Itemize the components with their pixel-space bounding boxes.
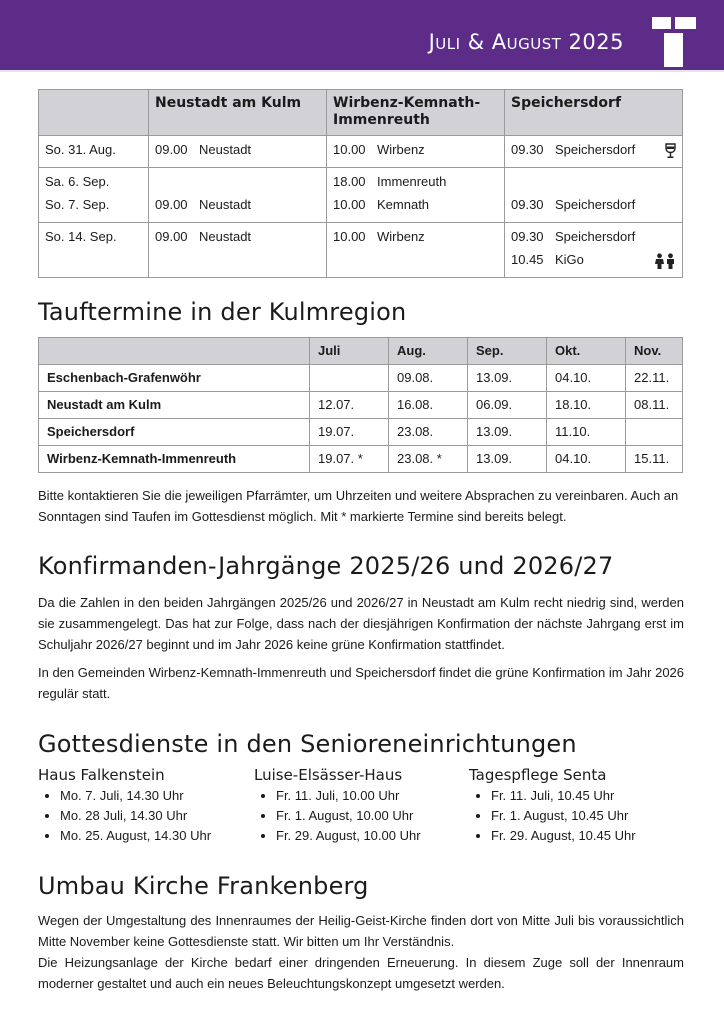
date-cell: 19.07. * xyxy=(310,446,389,473)
umbau-paragraph-2: Die Heizungsanlage der Kirche bedarf einer dringenden Erneuerung. In diesem Zuge soll der Innenraum moderner gestaltet und auch ein neues Beleuchtungskonzept umgesetzt werden. xyxy=(38,955,684,991)
date-cell: 15.11. xyxy=(626,446,683,473)
service-list xyxy=(38,786,248,846)
parish-cell: Eschenbach-Grafenwöhr xyxy=(39,365,310,392)
church-logo-icon xyxy=(652,17,696,67)
senioren-column-senta xyxy=(469,766,679,846)
date-cell: So. 14. Sep. xyxy=(39,223,149,278)
header-band xyxy=(0,0,724,70)
column-title: Haus Falkenstein xyxy=(38,766,165,784)
date-cell: So. 31. Aug. xyxy=(39,136,149,168)
parish-cell: Neustadt am Kulm xyxy=(39,392,310,419)
list-item: • Mo. 7. Juli, 14.30 Uhr xyxy=(60,786,248,806)
date-cell: 13.09. xyxy=(468,365,547,392)
date-cell: 13.09. xyxy=(468,419,547,446)
speichersdorf-cell: 09.30 Speichersdorf xyxy=(505,168,683,223)
table-row xyxy=(39,392,683,419)
list-item: • Mo. 25. August, 14.30 Uhr xyxy=(60,826,248,846)
table-row xyxy=(39,136,683,168)
date-cell: 12.07. xyxy=(310,392,389,419)
wirbenz-cell: 18.00 Immenreuth 10.00 Kemnath xyxy=(327,168,505,223)
services-header-row xyxy=(39,90,683,136)
speichersdorf-cell: 09.30 Speichersdorf xyxy=(505,136,683,168)
list-item: • Fr. 29. August, 10.00 Uhr xyxy=(276,826,464,846)
parish-cell: Speichersdorf xyxy=(39,419,310,446)
umbau-heading: Umbau Kirche Frankenberg xyxy=(38,872,369,900)
services-header-speichersdorf: Speichersdorf xyxy=(505,90,683,136)
table-row xyxy=(39,419,683,446)
date-cell: Sa. 6. Sep. So. 7. Sep. xyxy=(39,168,149,223)
date-cell: 08.11. xyxy=(626,392,683,419)
wirbenz-cell: 10.00 Wirbenz xyxy=(327,223,505,278)
services-header-wirbenz: Wirbenz-Kemnath-Immenreuth xyxy=(327,90,505,136)
senioren-column-luise-elsaesser xyxy=(254,766,464,846)
list-item: • Mo. 28 Juli, 14.30 Uhr xyxy=(60,806,248,826)
senioren-heading: Gottesdienste in den Senioreneinrichtungen xyxy=(38,730,577,758)
date-cell: 18.10. xyxy=(547,392,626,419)
wirbenz-cell: 10.00 Wirbenz xyxy=(327,136,505,168)
tauf-note: Bitte kontaktieren Sie die jeweiligen Pfarrämter, um Uhrzeiten und weitere Absprachen zu vereinbaren. Auch an Sonntagen sind Taufen im Gottesdienst möglich. Mit * markierte Termine sind bereits belegt. xyxy=(38,488,679,524)
column-title: Tagespflege Senta xyxy=(469,766,607,784)
list-item: • Fr. 1. August, 10.00 Uhr xyxy=(276,806,464,826)
tauf-header-row xyxy=(39,338,683,365)
services-header-neustadt: Neustadt am Kulm xyxy=(149,90,327,136)
umbau-paragraph-1: Wegen der Umgestaltung des Innenraumes der Heilig-Geist-Kirche finden dort von Mitte Juli bis voraussichtlich Mitte November keine Gottesdienste statt. Wir bitten um Ihr Verständnis. xyxy=(38,913,684,949)
parish-cell: Wirbenz-Kemnath-Immenreuth xyxy=(39,446,310,473)
senioren-column-falkenstein xyxy=(38,766,248,846)
service-list xyxy=(254,786,464,846)
speichersdorf-cell: 09.30 Speichersdorf 10.45 KiGo xyxy=(505,223,683,278)
date-cell: 04.10. xyxy=(547,446,626,473)
neustadt-cell: 09.00 Neustadt xyxy=(149,223,327,278)
date-cell: 09.08. xyxy=(389,365,468,392)
tauf-header-okt: Okt. xyxy=(547,338,626,365)
date-cell: 22.11. xyxy=(626,365,683,392)
column-title: Luise-Elsässer-Haus xyxy=(254,766,403,784)
table-row xyxy=(39,365,683,392)
children-icon xyxy=(654,253,676,269)
date-cell xyxy=(310,365,389,392)
date-cell xyxy=(626,419,683,446)
services-header-date xyxy=(39,90,149,136)
tauf-header-aug: Aug. xyxy=(389,338,468,365)
list-item: • Fr. 1. August, 10.45 Uhr xyxy=(491,806,679,826)
tauf-header-juli: Juli xyxy=(310,338,389,365)
date-cell: 23.08. * xyxy=(389,446,468,473)
page-title: Juli & August 2025 xyxy=(428,30,624,54)
tauf-heading: Tauftermine in der Kulmregion xyxy=(38,298,407,326)
list-item: • Fr. 11. Juli, 10.45 Uhr xyxy=(491,786,679,806)
tauf-header-sep: Sep. xyxy=(468,338,547,365)
date-cell: 11.10. xyxy=(547,419,626,446)
list-item: • Fr. 11. Juli, 10.00 Uhr xyxy=(276,786,464,806)
list-item: • Fr. 29. August, 10.45 Uhr xyxy=(491,826,679,846)
table-row xyxy=(39,223,683,278)
tauf-header-parish xyxy=(39,338,310,365)
konfi-heading: Konfirmanden-Jahrgänge 2025/26 und 2026/27 xyxy=(38,552,614,580)
konfi-paragraph-1: Da die Zahlen in den beiden Jahrgängen 2025/26 und 2026/27 in Neustadt am Kulm recht niedrig sind, werden sie zusammengelegt. Das hat zur Folge, dass nach der diesjährigen Konfirmation der nächste Jahrgang erst im Schuljahr 2026/27 beginnt und im Jahr 2026 keine grüne Konfirmation stattfindet. xyxy=(38,595,684,652)
tauf-table xyxy=(38,337,683,473)
date-cell: 23.08. xyxy=(389,419,468,446)
wine-glass-icon xyxy=(665,143,676,159)
date-cell: 19.07. xyxy=(310,419,389,446)
tauf-header-nov: Nov. xyxy=(626,338,683,365)
date-cell: 04.10. xyxy=(547,365,626,392)
neustadt-cell: 09.00 Neustadt xyxy=(149,168,327,223)
konfi-paragraph-2: In den Gemeinden Wirbenz-Kemnath-Immenreuth und Speichersdorf findet die grüne Konfirmation im Jahr 2026 regulär statt. xyxy=(38,665,685,701)
header-divider xyxy=(0,70,724,72)
table-row xyxy=(39,168,683,223)
services-table xyxy=(38,89,683,278)
table-row xyxy=(39,446,683,473)
neustadt-cell: 09.00 Neustadt xyxy=(149,136,327,168)
date-cell: 06.09. xyxy=(468,392,547,419)
date-cell: 13.09. xyxy=(468,446,547,473)
date-cell: 16.08. xyxy=(389,392,468,419)
service-list xyxy=(469,786,679,846)
